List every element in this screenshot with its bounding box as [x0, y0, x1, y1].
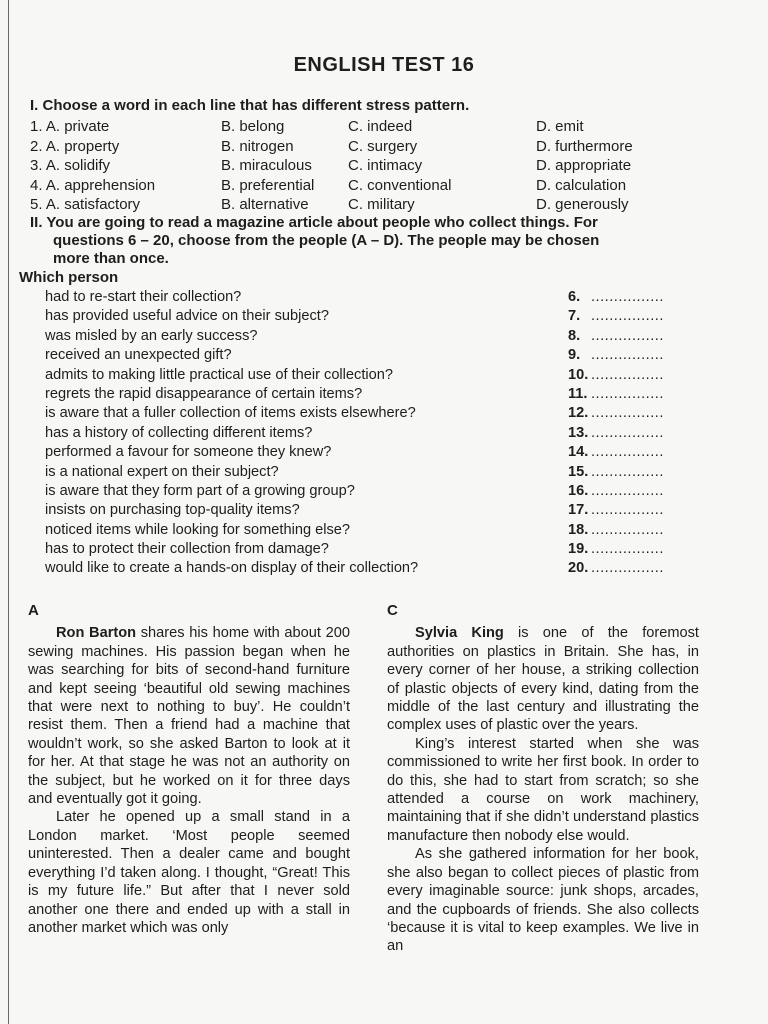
question-number: 10.: [568, 366, 589, 383]
stress-option: D. emit: [536, 118, 584, 135]
question-text: received an unexpected gift?: [45, 347, 232, 364]
stress-option: B. miraculous: [221, 157, 312, 174]
article-a-label: A: [28, 602, 39, 619]
question-text: performed a favour for someone they knew?: [45, 444, 332, 461]
question-row: [45, 367, 705, 386]
stress-option: 1. A. private: [30, 118, 110, 135]
article-a-paragraph-2: Later he opened up a small stand in a London market. ‘Most people seemed uninterested. Then a dealer came and bought everything I’d taken along. I thought, “Great! This is my future life.” But after that I never sold another one there and ended up with a stall in another market which was only: [28, 809, 350, 936]
question-text: noticed items while looking for something else?: [45, 521, 351, 538]
question-text: is aware that a fuller collection of items exists elsewhere?: [45, 405, 416, 422]
question-text: was misled by an early success?: [45, 327, 258, 344]
answer-blank[interactable]: ................: [591, 327, 664, 344]
stress-option: B. preferential: [221, 176, 315, 194]
stress-option: C. intimacy: [348, 157, 423, 174]
question-row: [45, 522, 705, 541]
stress-row: [30, 196, 730, 216]
question-row: [45, 541, 705, 560]
answer-blank[interactable]: ................: [591, 444, 664, 461]
stress-option: D. furthermore: [536, 137, 633, 155]
article-c-label: C: [387, 602, 398, 619]
question-number: 7.: [568, 308, 581, 325]
question-number: 17.: [568, 502, 589, 519]
answer-blank[interactable]: ................: [591, 521, 664, 538]
article-c-paragraph-1: [387, 624, 699, 734]
section2-heading-line1: II. You are going to read a magazine article about people who collect things. For: [30, 214, 598, 231]
stress-option: D. calculation: [536, 176, 627, 194]
section2-heading-line2: questions 6 – 20, choose from the people (A – D). The people may be chosen: [53, 232, 600, 249]
answer-blank[interactable]: ................: [591, 424, 664, 441]
question-row: [45, 328, 705, 347]
question-number: 15.: [568, 463, 589, 480]
question-row: [45, 289, 705, 308]
answer-blank[interactable]: ................: [591, 463, 664, 480]
stress-option: C. indeed: [348, 118, 413, 135]
question-number: 12.: [568, 405, 589, 422]
stress-row: [30, 177, 730, 197]
question-text: would like to create a hands-on display of their collection?: [45, 560, 419, 577]
question-number: 16.: [568, 482, 589, 499]
stress-row: [30, 118, 730, 138]
stress-option: C. conventional: [348, 176, 452, 194]
answer-blank[interactable]: ................: [591, 482, 664, 499]
question-text: had to re-start their collection?: [45, 289, 242, 305]
stress-option: B. alternative: [221, 196, 309, 213]
answer-blank[interactable]: ................: [591, 541, 664, 558]
question-row: [45, 386, 705, 405]
stress-pattern-options: [30, 118, 730, 216]
question-number: 18.: [568, 521, 589, 538]
answer-blank[interactable]: ................: [591, 405, 664, 422]
question-list: [45, 289, 705, 580]
stress-option: 2. A. property: [30, 137, 120, 155]
question-row: [45, 560, 705, 579]
question-text: insists on purchasing top-quality items?: [45, 502, 300, 519]
answer-blank[interactable]: ................: [591, 366, 664, 383]
question-text: is a national expert on their subject?: [45, 463, 279, 480]
stress-row: [30, 138, 730, 158]
question-row: [45, 444, 705, 463]
answer-blank[interactable]: ................: [591, 347, 664, 364]
article-a-p1-text: shares his home with about 200 sewing machines. His passion began when he was searching for bits of second-hand furniture and kept seeing ‘beautiful old sewing machines that were next to nothing to buy’. He couldn’t resist them. Then a friend had a machine that wouldn’t work, so she asked Barton to look at it for her. At that stage he was not an authority on the subject, but he worked on it for three days and eventually got it going.: [28, 625, 350, 808]
article-c-p1-text: is one of the foremost authorities on plastics in Britain. She has, in every corner of her house, a striking collection of plastic objects of every kind, dating from the middle of the last century and illustrating the complex uses of plastic over the years.: [387, 625, 699, 734]
answer-blank[interactable]: ................: [591, 560, 664, 577]
question-text: has to protect their collection from damage?: [45, 541, 329, 558]
answer-blank[interactable]: ................: [591, 289, 664, 305]
article-a-name: Ron Barton: [56, 625, 137, 642]
question-number: 6.: [568, 289, 581, 305]
question-number: 14.: [568, 444, 589, 461]
question-number: 8.: [568, 327, 581, 344]
stress-row: [30, 157, 730, 177]
answer-blank[interactable]: ................: [591, 385, 664, 402]
question-number: 20.: [568, 560, 589, 577]
question-row: [45, 425, 705, 444]
stress-option: 3. A. solidify: [30, 157, 111, 174]
stress-option: D. appropriate: [536, 157, 632, 174]
question-number: 9.: [568, 347, 581, 364]
question-number: 11.: [568, 385, 588, 402]
stress-option: B. nitrogen: [221, 137, 294, 155]
question-row: [45, 464, 705, 483]
question-text: admits to making little practical use of their collection?: [45, 366, 393, 383]
which-person-label: Which person: [19, 269, 119, 286]
article-a-paragraph-1: [28, 624, 350, 808]
question-row: [45, 483, 705, 502]
article-c-paragraph-2: King’s interest started when she was commissioned to write her first book. In order to do this, she had to start from scratch; so she attended a course on work machinery, maintaining that if she didn’t understand plastics manufacture then nobody else would.: [387, 735, 699, 844]
question-text: has a history of collecting different items?: [45, 424, 313, 441]
question-row: [45, 308, 705, 327]
question-number: 19.: [568, 541, 589, 558]
question-row: [45, 347, 705, 366]
article-c: [387, 602, 699, 956]
question-row: [45, 502, 705, 521]
article-c-paragraph-3: As she gathered information for her book, she also began to collect pieces of plastic from every imaginable source: junk shops, arcades, and the cupboards of friends. She also collects ‘because it is vital to keep examples. We live in an: [387, 846, 699, 955]
question-text: is aware that they form part of a growing group?: [45, 482, 355, 499]
question-row: [45, 405, 705, 424]
question-number: 13.: [568, 424, 589, 441]
section2-heading-line3: more than once.: [53, 250, 169, 267]
stress-option: C. military: [348, 196, 415, 213]
stress-option: B. belong: [221, 118, 285, 135]
stress-option: 4. A. apprehension: [30, 176, 156, 194]
page-title: ENGLISH TEST 16: [293, 54, 475, 76]
section2-heading: [30, 214, 720, 268]
stress-option: C. surgery: [348, 137, 418, 155]
stress-option: 5. A. satisfactory: [30, 196, 141, 213]
question-text: regrets the rapid disappearance of certain items?: [45, 385, 363, 402]
article-c-name: Sylvia King: [415, 625, 504, 642]
section1-heading: I. Choose a word in each line that has different stress pattern.: [30, 97, 470, 114]
article-a: [28, 602, 350, 937]
question-text: has provided useful advice on their subject?: [45, 308, 329, 325]
stress-option: D. generously: [536, 196, 629, 213]
answer-blank[interactable]: ................: [591, 502, 664, 519]
answer-blank[interactable]: ................: [591, 308, 664, 325]
